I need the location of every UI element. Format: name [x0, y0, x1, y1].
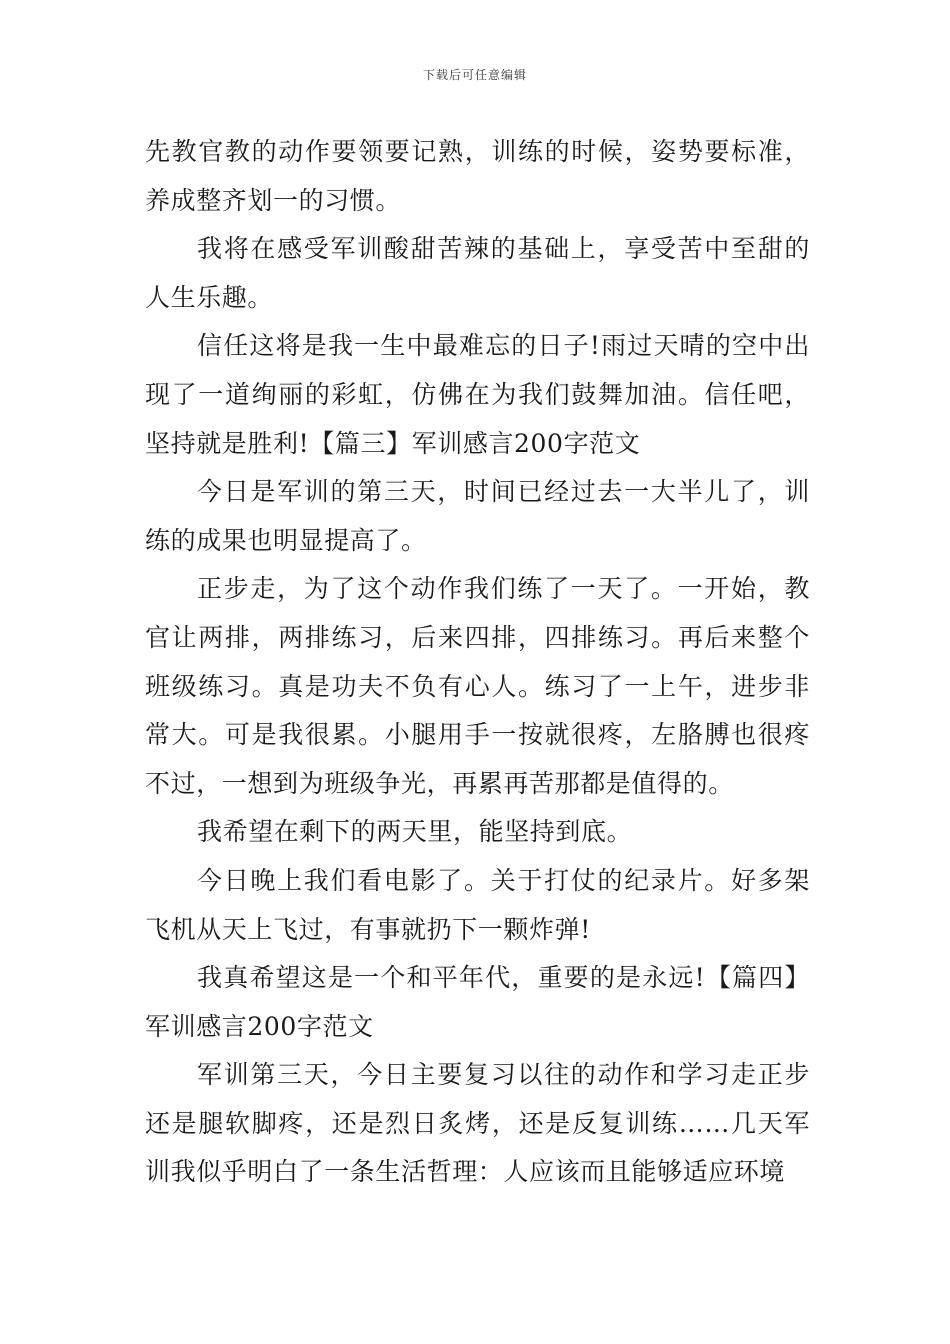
- paragraph-3: 信任这将是我一生中最难忘的日子!雨过天晴的空中出现了一道绚丽的彩虹，仿佛在为我们鼓舞加油。信任吧，坚持就是胜利!【篇三】军训感言200字范文: [145, 331, 810, 458]
- paragraph-9: 军训第三天，今日主要复习以往的动作和学习走正步还是腿软脚疼，还是烈日炙烤，还是反复训练……几天军训我似乎明白了一条生活哲理：人应该而且能够适应环境: [145, 1060, 810, 1187]
- paragraph-7: 今日晚上我们看电影了。关于打仗的纪录片。好多架飞机从天上飞过，有事就扔下一颗炸弹!: [145, 865, 810, 944]
- document-body: [145, 128, 810, 1197]
- paragraph-4: 今日是军训的第三天，时间已经过去一大半儿了，训练的成果也明显提高了。: [145, 477, 810, 555]
- paragraph-5: 正步走，为了这个动作我们练了一天了。一开始，教官让两排，两排练习，后来四排，四排练习。再后来整个班级练习。真是功夫不负有心人。练习了一上午，进步非常大。可是我很累。小腿用手一按就很疼，左胳膊也很疼不过，一想到为班级争光，再累再苦那都是值得的。: [145, 574, 810, 798]
- paragraph-6: 我希望在剩下的两天里，能坚持到底。: [197, 817, 633, 847]
- paragraph-2: 我将在感受军训酸甜苦辣的基础上，享受苦中至甜的人生乐趣。: [145, 234, 810, 312]
- header-note: 下载后可任意编辑: [422, 68, 527, 82]
- paragraph-8: 我真希望这是一个和平年代，重要的是永远!【篇四】军训感言200字范文: [145, 963, 810, 1041]
- paragraph-1: 先教官教的动作要领要记熟，训练的时候，姿势要标准，养成整齐划一的习惯。: [145, 137, 810, 215]
